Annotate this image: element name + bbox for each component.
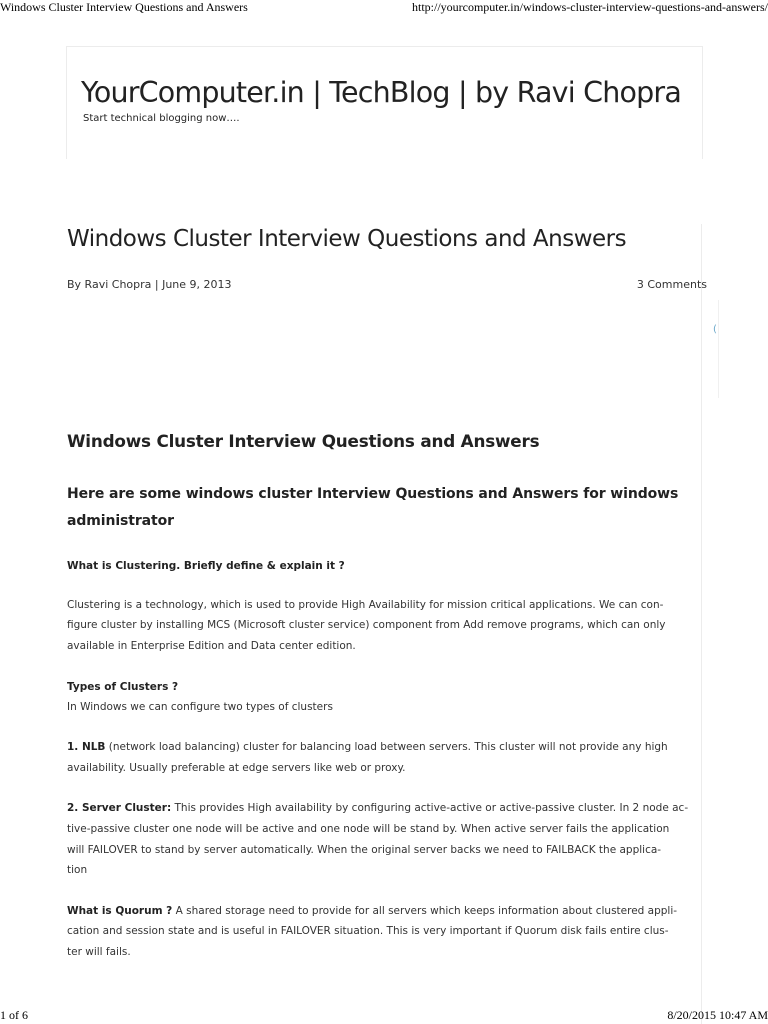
server-cluster-line-4: tion [67, 864, 88, 876]
quorum-line-1 [67, 901, 677, 922]
post-subheading: Here are some windows cluster Interview Questions and Answers for windows administrator [67, 486, 679, 529]
server-cluster-line-1 [67, 798, 688, 819]
server-cluster-label: 2. Server Cluster: [67, 802, 172, 814]
answer-clustering-line-3: available in Enterprise Edition and Data center edition. [67, 640, 356, 652]
answer-clustering-line-1: Clustering is a technology, which is used to provide High Availability for mission critical applications. We can con- [67, 599, 664, 611]
question-clustering: What is Clustering. Briefly define & explain it ? [67, 560, 345, 572]
site-header [66, 46, 703, 159]
print-header [0, 0, 768, 16]
nlb-line-2: availability. Usually preferable at edge servers like web or proxy. [67, 762, 406, 774]
post-meta: By Ravi Chopra | June 9, 2013 [67, 278, 232, 291]
quorum-line-3: ter will fails. [67, 946, 131, 958]
site-tagline: Start technical blogging now…. [83, 113, 240, 124]
nlb-label: 1. NLB [67, 741, 106, 753]
page-number: 1 of 6 [0, 1008, 28, 1022]
post-heading: Windows Cluster Interview Questions and Answers [67, 431, 540, 451]
ad-slot [66, 300, 719, 398]
site-title[interactable]: YourComputer.in | TechBlog | by Ravi Chopra [81, 76, 681, 109]
post-title[interactable]: Windows Cluster Interview Questions and Answers [67, 226, 627, 252]
print-page-title: Windows Cluster Interview Questions and Answers [0, 0, 248, 14]
question-types: Types of Clusters ? [67, 681, 179, 693]
print-footer [0, 1008, 768, 1024]
server-cluster-line-3: will FAILOVER to stand by server automatically. When the original server backs we need to FAILBACK the applica- [67, 844, 662, 856]
quorum-text-1: A shared storage need to provide for all servers which keeps information about clustered appli- [172, 905, 678, 917]
server-text-1: This provides High availability by configuring active-active or active-passive cluster. In 2 node ac- [171, 802, 689, 814]
print-timestamp: 8/20/2015 10:47 AM [667, 1008, 768, 1022]
nlb-line-1 [67, 737, 668, 758]
ad-choices-icon[interactable]: ( [713, 324, 717, 335]
quorum-label: What is Quorum ? [67, 905, 173, 917]
nlb-text-1: (network load balancing) cluster for balancing load between servers. This cluster will not provide any high [105, 741, 668, 753]
comments-link[interactable]: 3 Comments [636, 278, 707, 291]
server-cluster-line-2: tive-passive cluster one node will be active and one node will be stand by. When active server fails the application [67, 823, 670, 835]
answer-types: In Windows we can configure two types of clusters [67, 701, 333, 713]
answer-clustering-line-2: figure cluster by installing MCS (Microsoft cluster service) component from Add remove programs, which can only [67, 619, 666, 631]
quorum-line-2: cation and session state and is useful in FAILOVER situation. This is very important if Quorum disk fails entire clus- [67, 925, 669, 937]
print-url: http://yourcomputer.in/windows-cluster-interview-questions-and-answers/ [411, 0, 768, 14]
